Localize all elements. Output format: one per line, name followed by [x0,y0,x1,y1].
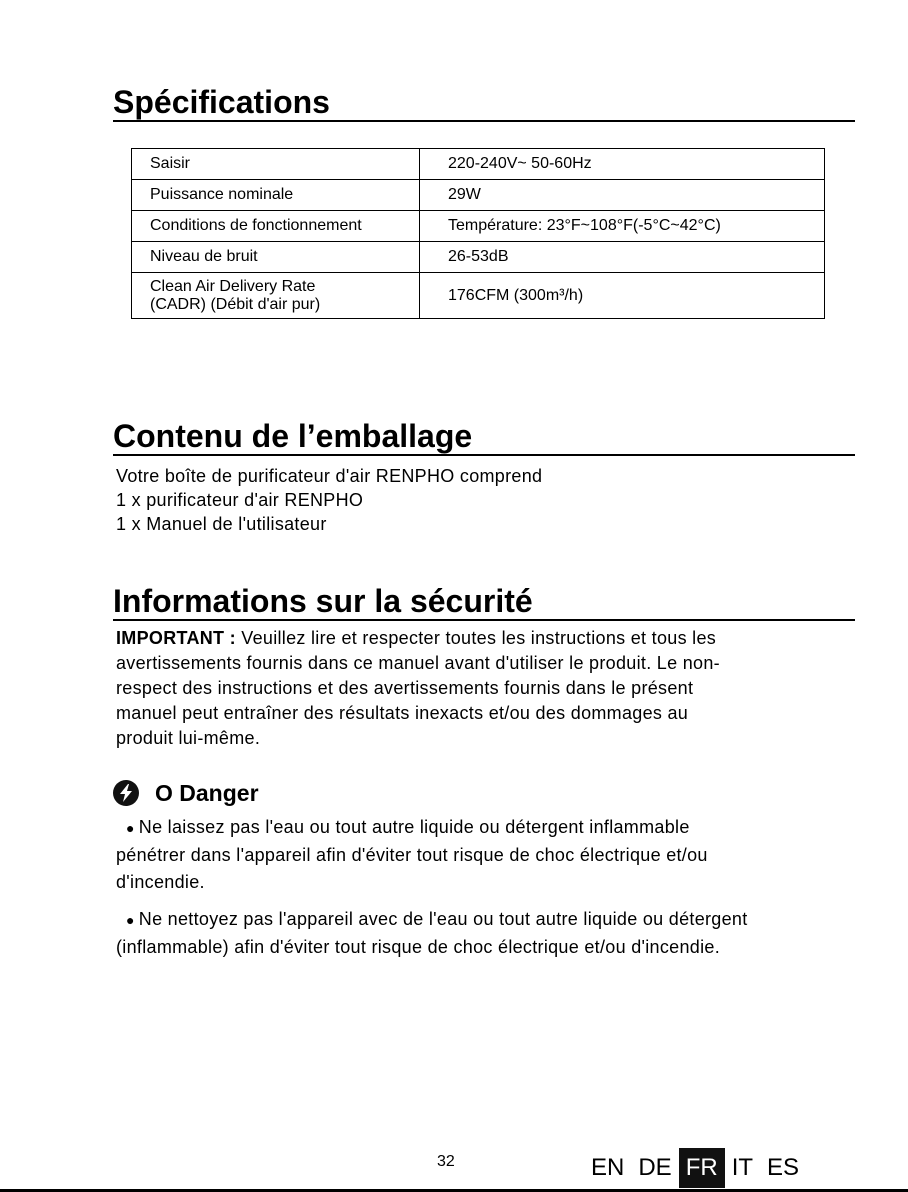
bullet-text: Ne laissez pas l'eau ou tout autre liquide ou détergent inflammable [138,817,690,837]
important-line: manuel peut entraîner des résultats inexacts et/ou des dommages au [116,703,689,723]
contents-intro: Votre boîte de purificateur d'air RENPHO comprend [116,466,543,486]
lang-tab-es[interactable]: ES [767,1154,800,1181]
table-row [132,242,825,273]
bullet-dot-icon: ● [126,912,135,928]
bullet-line: d'incendie. [116,872,205,892]
important-line: respect des instructions et des avertissements fournis dans le présent [116,678,694,698]
bullet-line: (inflammable) afin d'éviter tout risque de choc électrique et/ou d'incendie. [116,937,720,957]
table-row [132,180,825,211]
danger-bullet [116,814,856,896]
spec-label: Niveau de bruit [132,242,420,273]
bullet-line [116,814,856,842]
language-tabs [584,1148,806,1188]
spec-label [132,273,420,319]
important-label: IMPORTANT : [116,628,236,648]
important-line: avertissements fournis dans ce manuel avant d'utiliser le produit. Le non- [116,653,720,673]
important-notice [116,626,836,751]
spec-value: Température: 23°F~108°F(-5°C~42°C) [420,211,825,242]
lang-tab-fr[interactable]: FR [679,1148,725,1188]
table-row [132,273,825,319]
important-line: produit lui-même. [116,728,261,748]
list-item: 1 x Manuel de l'utilisateur [116,514,327,534]
list-item: 1 x purificateur d'air RENPHO [116,490,364,510]
important-text: Veuillez lire et respecter toutes les instructions et tous les [235,628,717,648]
lang-tab-it[interactable]: IT [731,1154,754,1181]
specifications-table [131,148,825,319]
spec-label-line: Clean Air Delivery Rate [150,277,316,295]
spec-value: 220-240V~ 50-60Hz [420,149,825,180]
spec-label: Puissance nominale [132,180,420,211]
important-line [116,626,836,651]
danger-label: O Danger [155,779,259,806]
lightning-bolt-icon [113,780,139,806]
bullet-text: Ne nettoyez pas l'appareil avec de l'eau ou tout autre liquide ou détergent [138,909,748,929]
lang-tab-en[interactable]: EN [591,1154,625,1181]
spec-value: 176CFM (300m³/h) [420,273,825,319]
spec-label-line: (CADR) (Débit d'air pur) [150,295,321,313]
bullet-line [116,906,856,934]
package-contents-list [116,464,542,536]
package-contents-title: Contenu de l’emballage [113,418,855,456]
table-row [132,211,825,242]
danger-heading [113,778,259,808]
spec-value: 26-53dB [420,242,825,273]
spec-label: Conditions de fonctionnement [132,211,420,242]
danger-bullet [116,906,856,961]
spec-value: 29W [420,180,825,211]
safety-information-title: Informations sur la sécurité [113,583,855,621]
specifications-title: Spécifications [113,84,855,122]
table-row [132,149,825,180]
bullet-dot-icon: ● [126,820,135,836]
bullet-line: pénétrer dans l'appareil afin d'éviter tout risque de choc électrique et/ou [116,845,708,865]
spec-label: Saisir [132,149,420,180]
page-number: 32 [437,1153,455,1170]
lang-tab-de[interactable]: DE [638,1154,672,1181]
